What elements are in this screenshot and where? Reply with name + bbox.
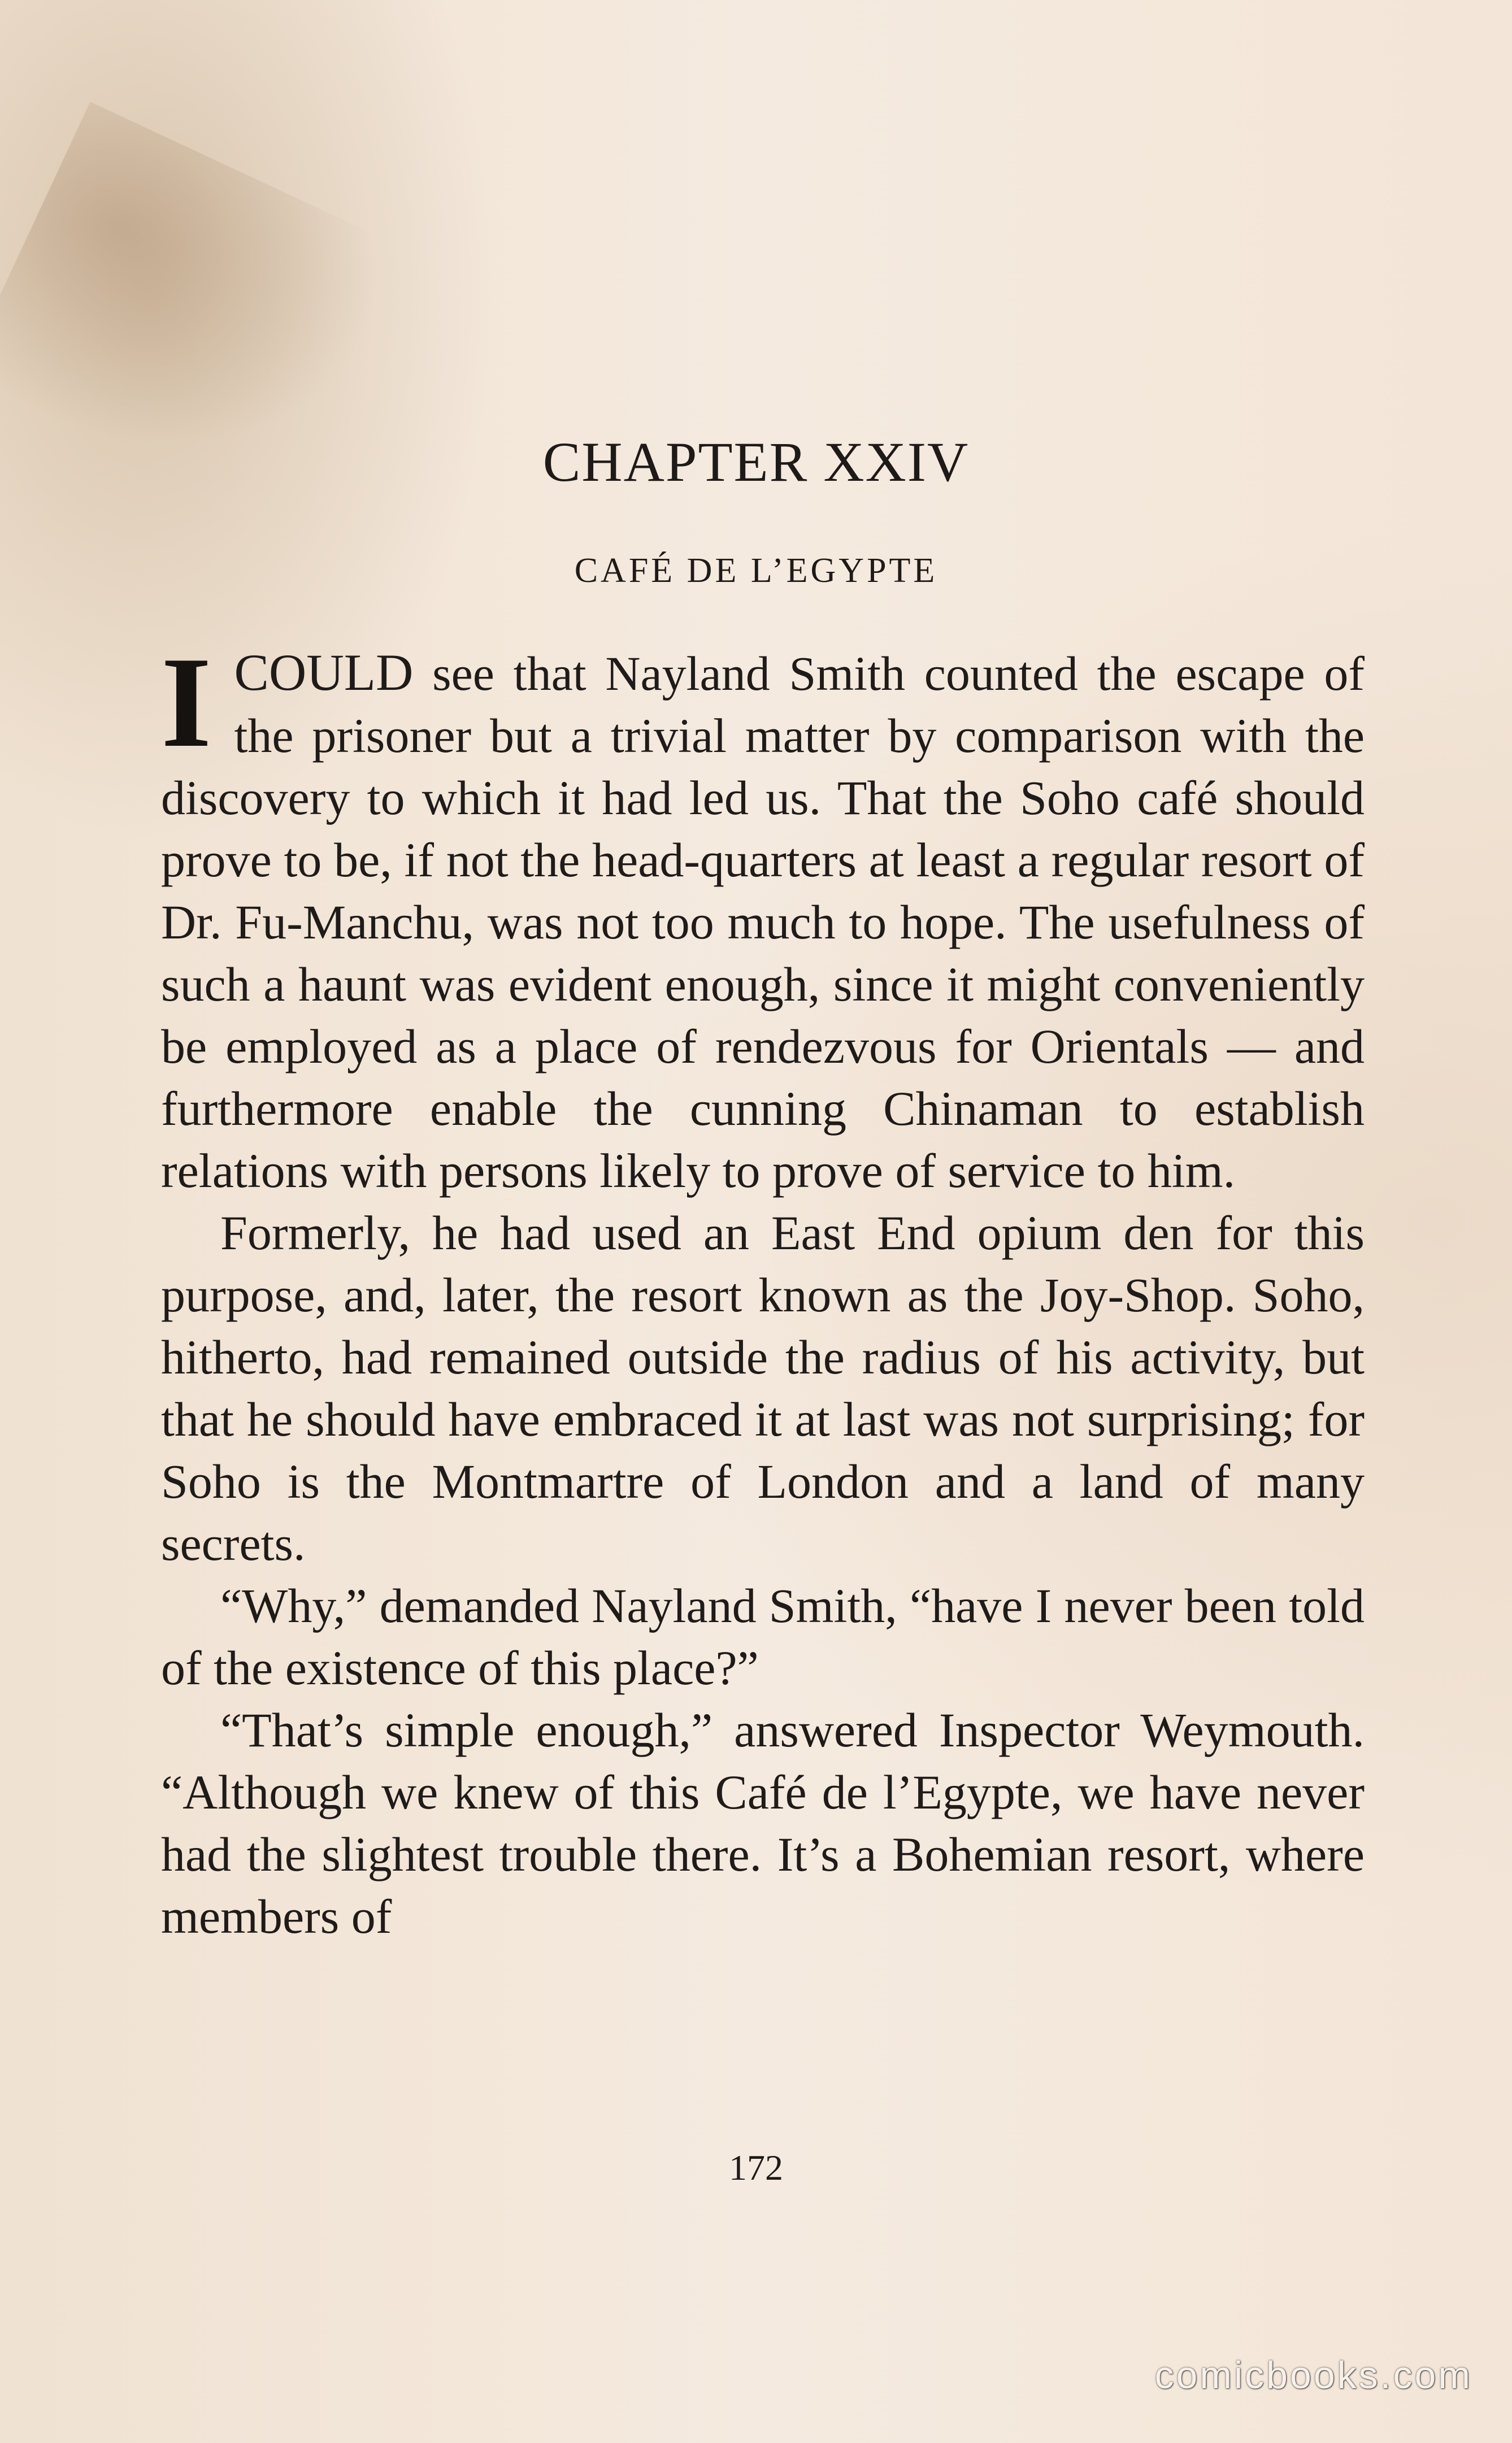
paragraph-1 [161,630,1365,1202]
drop-cap: I [161,630,212,774]
paragraph-4: “That’s simple enough,” answered Inspector Weymouth. “Although we knew of this Café de l’Egypte, we have never had the slightest trouble there. It’s a Bohemian resort, where members of [161,1703,1365,1944]
watermark: comicbooks.com [1154,2354,1472,2397]
paragraph-3: “Why,” demanded Nayland Smith, “have I never been told of the existence of this place?” [161,1579,1365,1695]
lead-word: COULD [234,644,414,701]
chapter-subtitle: CAFÉ DE L’EGYPTE [574,551,938,590]
page-stain [0,102,449,576]
paragraph-1-text: see that Nayland Smith counted the escape of the prisoner but a trivial matter by comparison with the discovery to which it had led us. That the Soho café should prove to be, if not the head-quarters at least a regular resort of Dr. Fu-Manchu, was not too much to hope. The usefulness of such a haunt was evident enough, since it might conveniently be employed as a place of rendezvous for Orientals — and furthermore enable the cunning Chinaman to establish relations with persons likely to prove of service to him. [161,646,1365,1198]
page-number: 172 [729,2148,783,2188]
body-text [161,630,1365,1948]
paragraph-2: Formerly, he had used an East End opium den for this purpose, and, later, the resort known as the Joy-Shop. Soho, hitherto, had remained outside the radius of his activity, but that he should have embraced it at last was not surprising; for Soho is the Montmartre of London and a land of many secrets. [161,1206,1365,1571]
chapter-title: CHAPTER XXIV [542,431,970,493]
